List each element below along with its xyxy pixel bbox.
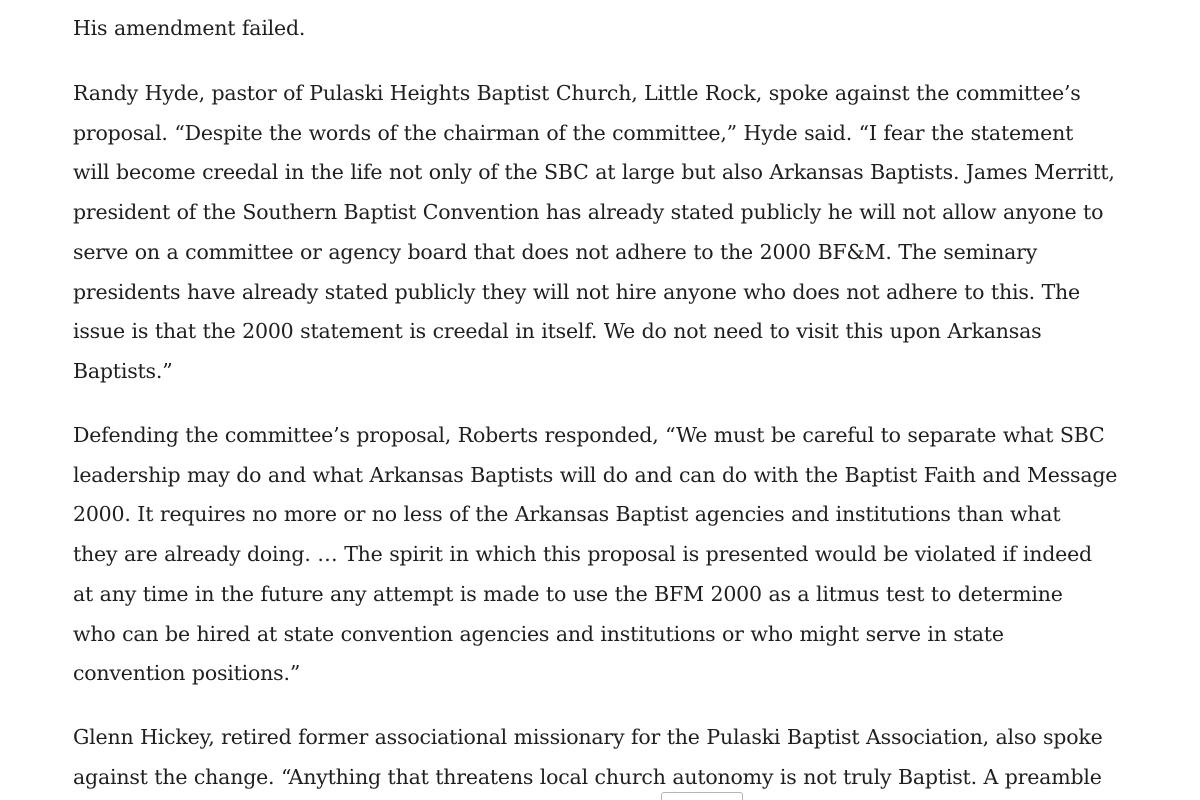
- paragraph-line: who can be hired at state convention agencies and institutions or who might serve in state: [73, 621, 1004, 646]
- paragraph-line: Defending the committee’s proposal, Roberts responded, “We must be careful to separate what SBC: [73, 423, 1105, 447]
- paragraph-line: Randy Hyde, pastor of Pulaski Heights Baptist Church, Little Rock, spoke against the committee’s: [73, 81, 1081, 105]
- paragraph-line: His amendment failed.: [73, 15, 306, 40]
- paragraph-glenn-hickey: [73, 718, 1103, 797]
- article-body: [73, 0, 1133, 800]
- paragraph-line: they are already doing. … The spirit in which this proposal is presented would be violated if indeed: [73, 542, 1092, 567]
- paragraph-roberts-response: [73, 416, 1117, 694]
- paragraph-line: presidents have already stated publicly they will not hire anyone who does not adhere to this. The: [73, 279, 1080, 304]
- paragraph-line: at any time in the future any attempt is made to use the BFM 2000 as a litmus test to determine: [73, 581, 1063, 606]
- paragraph-amendment-failed: [73, 0, 823, 48]
- paragraph-randy-hyde: [73, 74, 1115, 392]
- paragraph-line: proposal. “Despite the words of the chairman of the committee,” Hyde said. “I fear the statement: [73, 120, 1074, 145]
- paragraph-line: [73, 0, 823, 9]
- paragraph-line: will become creedal in the life not only of the SBC at large but also Arkansas Baptists. James Merritt,: [73, 160, 1115, 185]
- paragraph-line: 2000. It requires no more or no less of the Arkansas Baptist agencies and institutions than what: [73, 502, 1061, 527]
- paragraph-line: against the change. “Anything that threatens local church autonomy is not truly Baptist. A preamble: [73, 764, 1102, 789]
- paragraph-line: president of the Southern Baptist Convention has already stated publicly he will not allow anyone to: [73, 200, 1104, 225]
- paragraph-line: issue is that the 2000 statement is creedal in itself. We do not need to visit this upon Arkansas: [73, 319, 1042, 344]
- paragraph-line: leadership may do and what Arkansas Baptists will do and can do with the Baptist Faith and Message: [73, 462, 1118, 487]
- paragraph-line: Glenn Hickey, retired former associational missionary for the Pulaski Baptist Association, also spoke: [73, 725, 1103, 749]
- paragraph-line: convention positions.”: [73, 661, 301, 686]
- floating-overlay-box[interactable]: [661, 792, 743, 800]
- paragraph-line: serve on a committee or agency board that does not adhere to the 2000 BF&M. The seminary: [73, 239, 1038, 264]
- paragraph-line: Baptists.”: [73, 358, 173, 383]
